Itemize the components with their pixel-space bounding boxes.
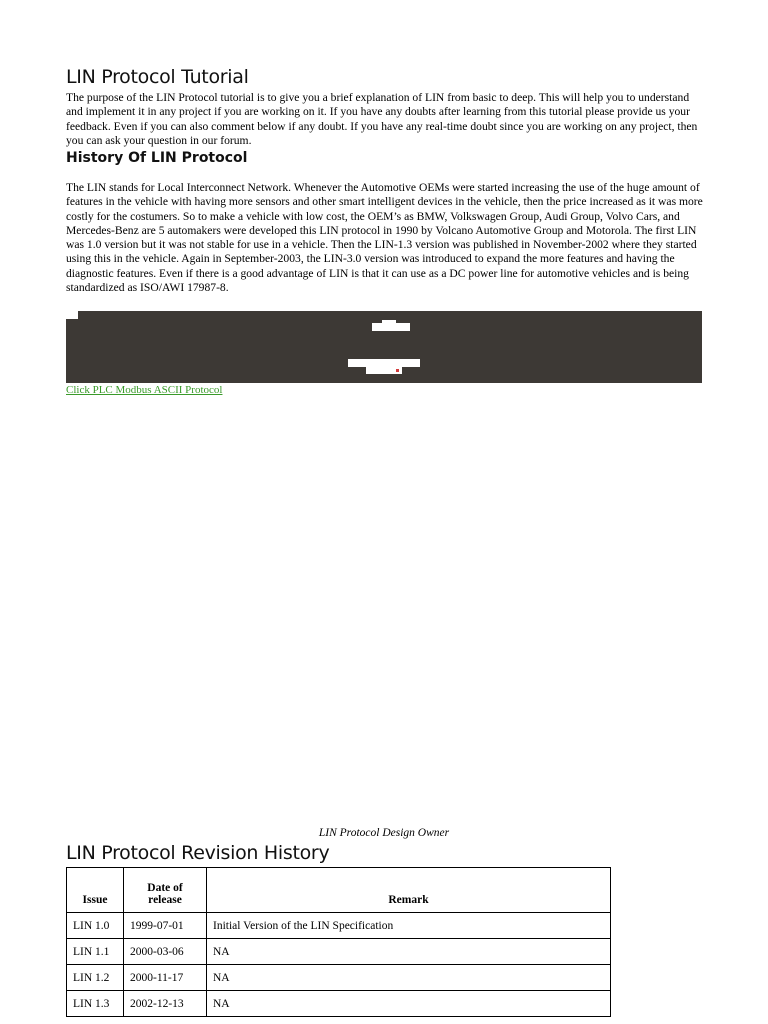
page-title: LIN Protocol Tutorial — [66, 66, 249, 88]
cell-date: 2002-12-13 — [124, 991, 207, 1017]
header-issue: Issue — [67, 868, 124, 913]
cell-issue: LIN 1.1 — [67, 939, 124, 965]
history-paragraph: The LIN stands for Local Interconnect Network. Whenever the Automotive OEMs were started increasing the use of the huge amount of features in the vehicle with having more sensors and other smart intelligent devices in the vehicle, then the price increased as it was more costly for the costumers. So to make a vehicle with low cost, the OEM’s as BMW, Volkswagen Group, Audi Group, Volvo Cars, and Mercedes-Benz are 5 automakers were developed this LIN protocol in 1990 by Volcano Automotive Group and Motorola. The first LIN was 1.0 version but it was not stable for use in a vehicle. Then the LIN-1.3 version was published in November-2002 where they started using this in the vehicle. Again in September-2003, the LIN-3.0 version was introduced to expand the more features and having the diagnostic features. Even if there is a good advantage of LIN is that it can use as a DC power line for automotive vehicles and is being standardized as ISO/AWI 17987-8. — [66, 181, 703, 295]
intro-paragraph: The purpose of the LIN Protocol tutorial is to give you a brief explanation of LIN from basic to deep. This will help you to understand and implement it in any project if you are working on it. If you have any doubts after learning from this tutorial please provide us your feedback. Even if you can also comment below if any doubt. If you have any real-time doubt since you are working on any project, then you can ask your question in our forum. — [66, 91, 698, 147]
cell-remark: Initial Version of the LIN Specification — [207, 913, 611, 939]
revision-table — [66, 867, 611, 1017]
table-row — [67, 913, 611, 939]
cell-date: 2000-03-06 — [124, 939, 207, 965]
cell-issue: LIN 1.3 — [67, 991, 124, 1017]
banner-corner — [66, 311, 78, 319]
table-row — [67, 965, 611, 991]
cell-remark: NA — [207, 939, 611, 965]
advertisement-banner[interactable] — [66, 311, 702, 383]
cell-remark: NA — [207, 965, 611, 991]
header-date: Date of release — [124, 868, 207, 913]
table-row — [67, 991, 611, 1017]
image-caption: LIN Protocol Design Owner — [318, 827, 450, 839]
cell-issue: LIN 1.2 — [67, 965, 124, 991]
cell-date: 1999-07-01 — [124, 913, 207, 939]
banner-graphic-top — [372, 323, 410, 331]
header-remark: Remark — [207, 868, 611, 913]
banner-graphic-top-cap — [382, 320, 396, 324]
table-row — [67, 939, 611, 965]
modbus-ascii-link[interactable]: Click PLC Modbus ASCII Protocol — [66, 384, 223, 396]
table-header-row — [67, 868, 611, 913]
banner-graphic-bottom — [348, 359, 420, 367]
history-heading: History Of LIN Protocol — [66, 150, 248, 166]
cell-date: 2000-11-17 — [124, 965, 207, 991]
cell-issue: LIN 1.0 — [67, 913, 124, 939]
revision-heading: LIN Protocol Revision History — [66, 842, 330, 864]
banner-red-dot — [396, 369, 399, 372]
cell-remark: NA — [207, 991, 611, 1017]
